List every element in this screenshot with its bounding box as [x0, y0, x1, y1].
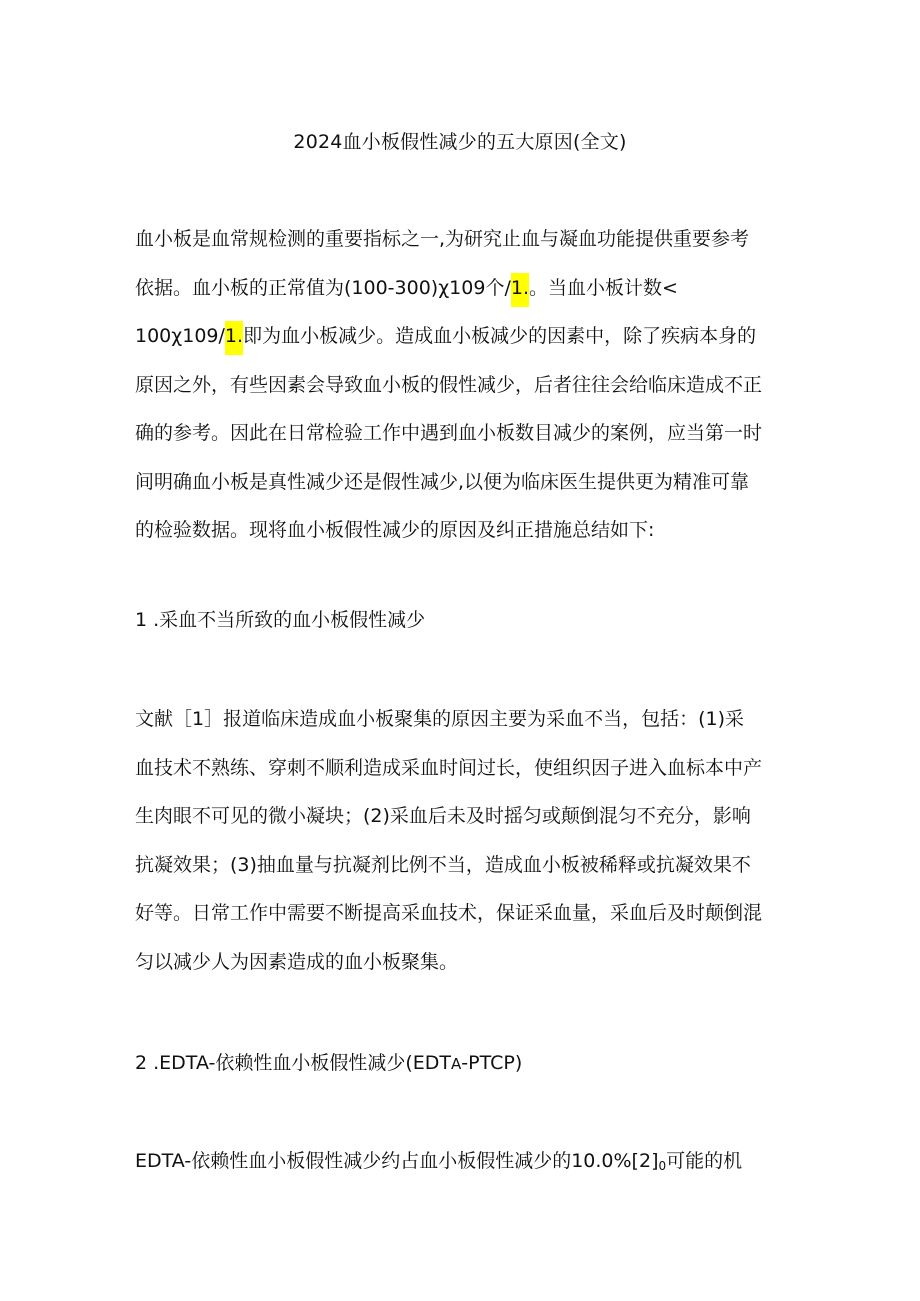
page-title: 2024血小板假性减少的五大原因(全文) — [293, 131, 627, 153]
section-2-line-1-text-b: 可能的机 — [666, 1150, 743, 1172]
intro-line-3 — [135, 312, 795, 361]
intro-line-2-text-a: 依据。血小板的正常值为(100-300)χ109个/ — [135, 276, 511, 299]
intro-line-2-text-b: 。当血小板计数< — [529, 276, 678, 299]
intro-line-6: 间明确血小板是真性减少还是假性减少,以便为临床医生提供更为精准可靠 — [135, 470, 750, 493]
intro-paragraph — [135, 215, 795, 555]
section-2-heading-text: A-依赖性血小板假性减少(EDT — [195, 1052, 452, 1074]
section-2-heading — [135, 1049, 522, 1078]
intro-line-3-text-b: 即为血小板减少。造成血小板减少的因素中，除了疾病本身的 — [243, 325, 757, 347]
highlight-mark: 1. — [511, 273, 529, 307]
intro-line-4: 原因之外，有些因素会导致血小板的假性减少，后者往往会给临床造成不正 — [135, 373, 763, 396]
section-2-heading-sub: A — [451, 1055, 462, 1073]
section-2-paragraph — [135, 1137, 795, 1186]
intro-line-2 — [135, 264, 795, 313]
subscript-mark: 0 — [658, 1159, 667, 1173]
highlight-mark: 1. — [225, 321, 243, 355]
section-1-line: 生肉眼不可见的微小凝块；(2)采血后未及时摇匀或颠倒混匀不充分，影响 — [135, 805, 751, 827]
section-2-heading-mid: 2 .EDT — [135, 1052, 196, 1074]
section-2-heading-end: -PTCP) — [461, 1052, 523, 1074]
section-1-line: 匀以减少人为因素造成的血小板聚集。 — [135, 950, 459, 973]
intro-line-5: 确的参考。因此在日常检验工作中遇到血小板数目减少的案例，应当第一时 — [135, 422, 763, 444]
section-1-paragraph — [135, 695, 795, 986]
section-1-line: 好等。日常工作中需要不断提高采血技术，保证采血量，采血后及时颠倒混 — [135, 902, 763, 924]
section-1-line: 文献［1］报道临床造成血小板聚集的原因主要为采血不当，包括：(1)采 — [135, 708, 745, 730]
section-2-line-1 — [135, 1137, 795, 1186]
section-1-line: 血技术不熟练、穿刺不顺利造成采血时间过长，使组织因子进入血标本中产 — [135, 756, 763, 779]
section-2-line-1-text-a: EDTA-依赖性血小板假性减少约占血小板假性减少的10.0%[2] — [135, 1150, 659, 1172]
intro-line-3-text-a: 100χ109∕ — [135, 325, 225, 347]
section-1-heading: 1 .采血不当所致的血小板假性减少 — [135, 609, 426, 631]
intro-line-1: 血小板是血常规检测的重要指标之一,为研究止血与凝血功能提供重要参考 — [135, 228, 750, 250]
section-1-line: 抗凝效果；(3)抽血量与抗凝剂比例不当，造成血小板被稀释或抗凝效果不 — [135, 853, 751, 876]
intro-line-7: 的检验数据。现将血小板假性减少的原因及纠正措施总结如下: — [135, 519, 655, 541]
